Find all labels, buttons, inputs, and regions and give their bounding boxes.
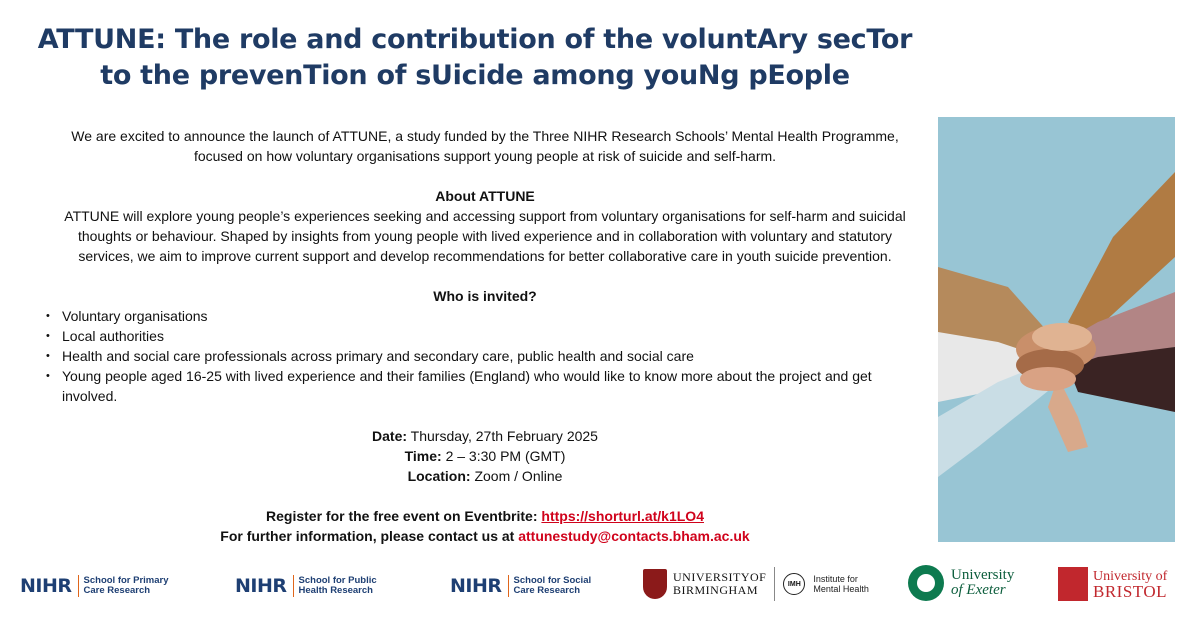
title-line-2: to the prevenTion of sUicide among youNg pEople [100,60,850,91]
bristol-line-2: BRISTOL [1093,582,1168,601]
uob-line-1: UNIVERSITYOF [673,570,767,584]
list-item: • Local authorities [46,326,930,346]
contact-line [40,526,930,546]
register-line [40,506,930,526]
nihr-social-care-logo [450,573,601,599]
register-text: Register for the free event on Eventbrite: [266,508,538,524]
time-label: Time: [404,448,442,464]
intro [40,126,930,166]
contact-email[interactable]: attunestudy@contacts.bham.ac.uk [518,528,750,544]
birmingham-crest-icon [643,569,667,599]
intro-line-2: focused on how voluntary organisations support young people at risk of suicide and self-harm. [193,148,777,164]
page-title [10,22,940,94]
bristol-line-1: University of [1093,569,1168,584]
nihr-mark: NIHR [450,575,509,597]
nihr-mark: NIHR [235,575,294,597]
invited-list [46,306,930,406]
time-value: 2 – 3:30 PM (GMT) [445,448,566,464]
register-section [40,506,930,546]
list-item: • Voluntary organisations [46,306,930,326]
exeter-line-1: University [951,567,1015,583]
nihr-school-name: School for Social Care Research [513,575,592,596]
about-line-3: services, we aim to improve current support and develop recommendations for better collaborative care in youth suicide prevention. [78,248,892,264]
event-details [40,426,930,486]
event-time [40,446,930,466]
nihr-school-name: School for Public Health Research [298,575,377,596]
nihr-mark: NIHR [20,575,79,597]
university-of-birmingham-logo [643,567,873,601]
event-location [40,466,930,486]
logo-divider [774,567,775,601]
exeter-crest-icon [908,565,944,601]
list-item: • Health and social care professionals across primary and secondary care, public health and social care [46,346,930,366]
eventbrite-link[interactable]: https://shorturl.at/k1LO4 [541,508,704,524]
invited-heading: Who is invited? [433,288,537,304]
title-line-1: ATTUNE: The role and contribution of the voluntAry secTor [37,24,913,55]
event-date [40,426,930,446]
university-of-exeter-logo [908,565,1014,601]
about-line-2: thoughts or behaviour. Shaped by insights from young people with lived experience and in collaboration with voluntary and statutory [77,228,893,244]
intro-line-1: We are excited to announce the launch of ATTUNE, a study funded by the Three NIHR Research Schools’ Mental Health Programme, [71,128,899,144]
list-item: • Young people aged 16-25 with lived experience and their families (England) who would like to know more about the project and get involved. [46,366,930,406]
nihr-primary-care-logo [20,573,171,599]
uob-line-2: BIRMINGHAM [673,583,759,597]
date-value: Thursday, 27th February 2025 [410,428,598,444]
about-line-1: ATTUNE will explore young people’s experiences seeking and accessing support from voluntary organisations for self-harm and suicidal [64,208,906,224]
nihr-public-health-logo [235,573,386,599]
hands-illustration [938,117,1175,542]
exeter-line-2: of Exeter [951,582,1006,598]
contact-text: For further information, please contact us at [220,528,515,544]
university-of-bristol-logo [1058,567,1167,601]
bristol-crest-icon [1058,567,1088,601]
invited-section [40,286,930,406]
hands-together-photo [938,117,1175,542]
location-value: Zoom / Online [474,468,563,484]
announcement-body [40,126,930,546]
about-section [40,186,930,266]
imh-mark: IMH [783,573,805,595]
partner-logos [0,555,1200,628]
location-label: Location: [407,468,471,484]
nihr-school-name: School for Primary Care Research [83,575,169,596]
imh-name: Institute for Mental Health [813,574,869,594]
about-heading: About ATTUNE [435,188,535,204]
date-label: Date: [372,428,408,444]
